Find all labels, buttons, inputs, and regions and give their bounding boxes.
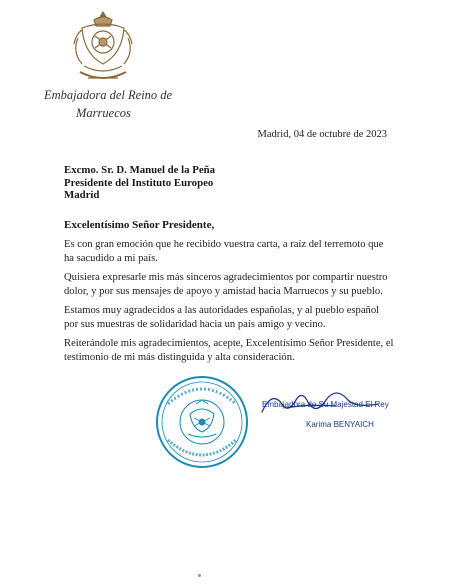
paragraph-2: Quisiera expresarle mis más sinceros agradecimientos por compartir nuestro dolor, y por sus mensajes de apoyo y amistad hacia Marruecos y su pueblo. — [64, 272, 388, 297]
paragraph-3: Estamos muy agradecidos a las autoridades españolas, y al pueblo español por sus muestras de solidaridad hacia un país amigo y vecino. — [64, 305, 380, 330]
signatory-name: Karima BENYAICH — [306, 420, 374, 429]
embassy-seal-stamp — [154, 374, 250, 470]
royal-crest-logo — [70, 8, 136, 88]
signatory-title: Embajadora de Su Majestad El Rey — [262, 400, 389, 409]
addressee-name: Excmo. Sr. D. Manuel de la Peña — [64, 164, 216, 176]
addressee-block — [64, 164, 215, 202]
letterhead-line1: Embajadora del Reino de — [44, 88, 173, 102]
page-mark — [198, 574, 201, 577]
salutation: Excelentísimo Señor Presidente, — [64, 219, 215, 231]
letter-date: Madrid, 04 de octubre de 2023 — [257, 129, 387, 140]
addressee-position: Presidente del Instituto Europeo — [64, 176, 214, 189]
letterhead-line2: Marruecos — [76, 106, 131, 120]
paragraph-4: Reiterándole mis agradecimientos, acepte, Excelentísimo Señor Presidente, el testimonio de mi más distinguida y alta consideración. — [64, 338, 394, 363]
addressee-city: Madrid — [64, 189, 100, 201]
paragraph-1: Es con gran emoción que he recibido vuestra carta, a raíz del terremoto que ha sacudido a mi país. — [64, 239, 384, 264]
